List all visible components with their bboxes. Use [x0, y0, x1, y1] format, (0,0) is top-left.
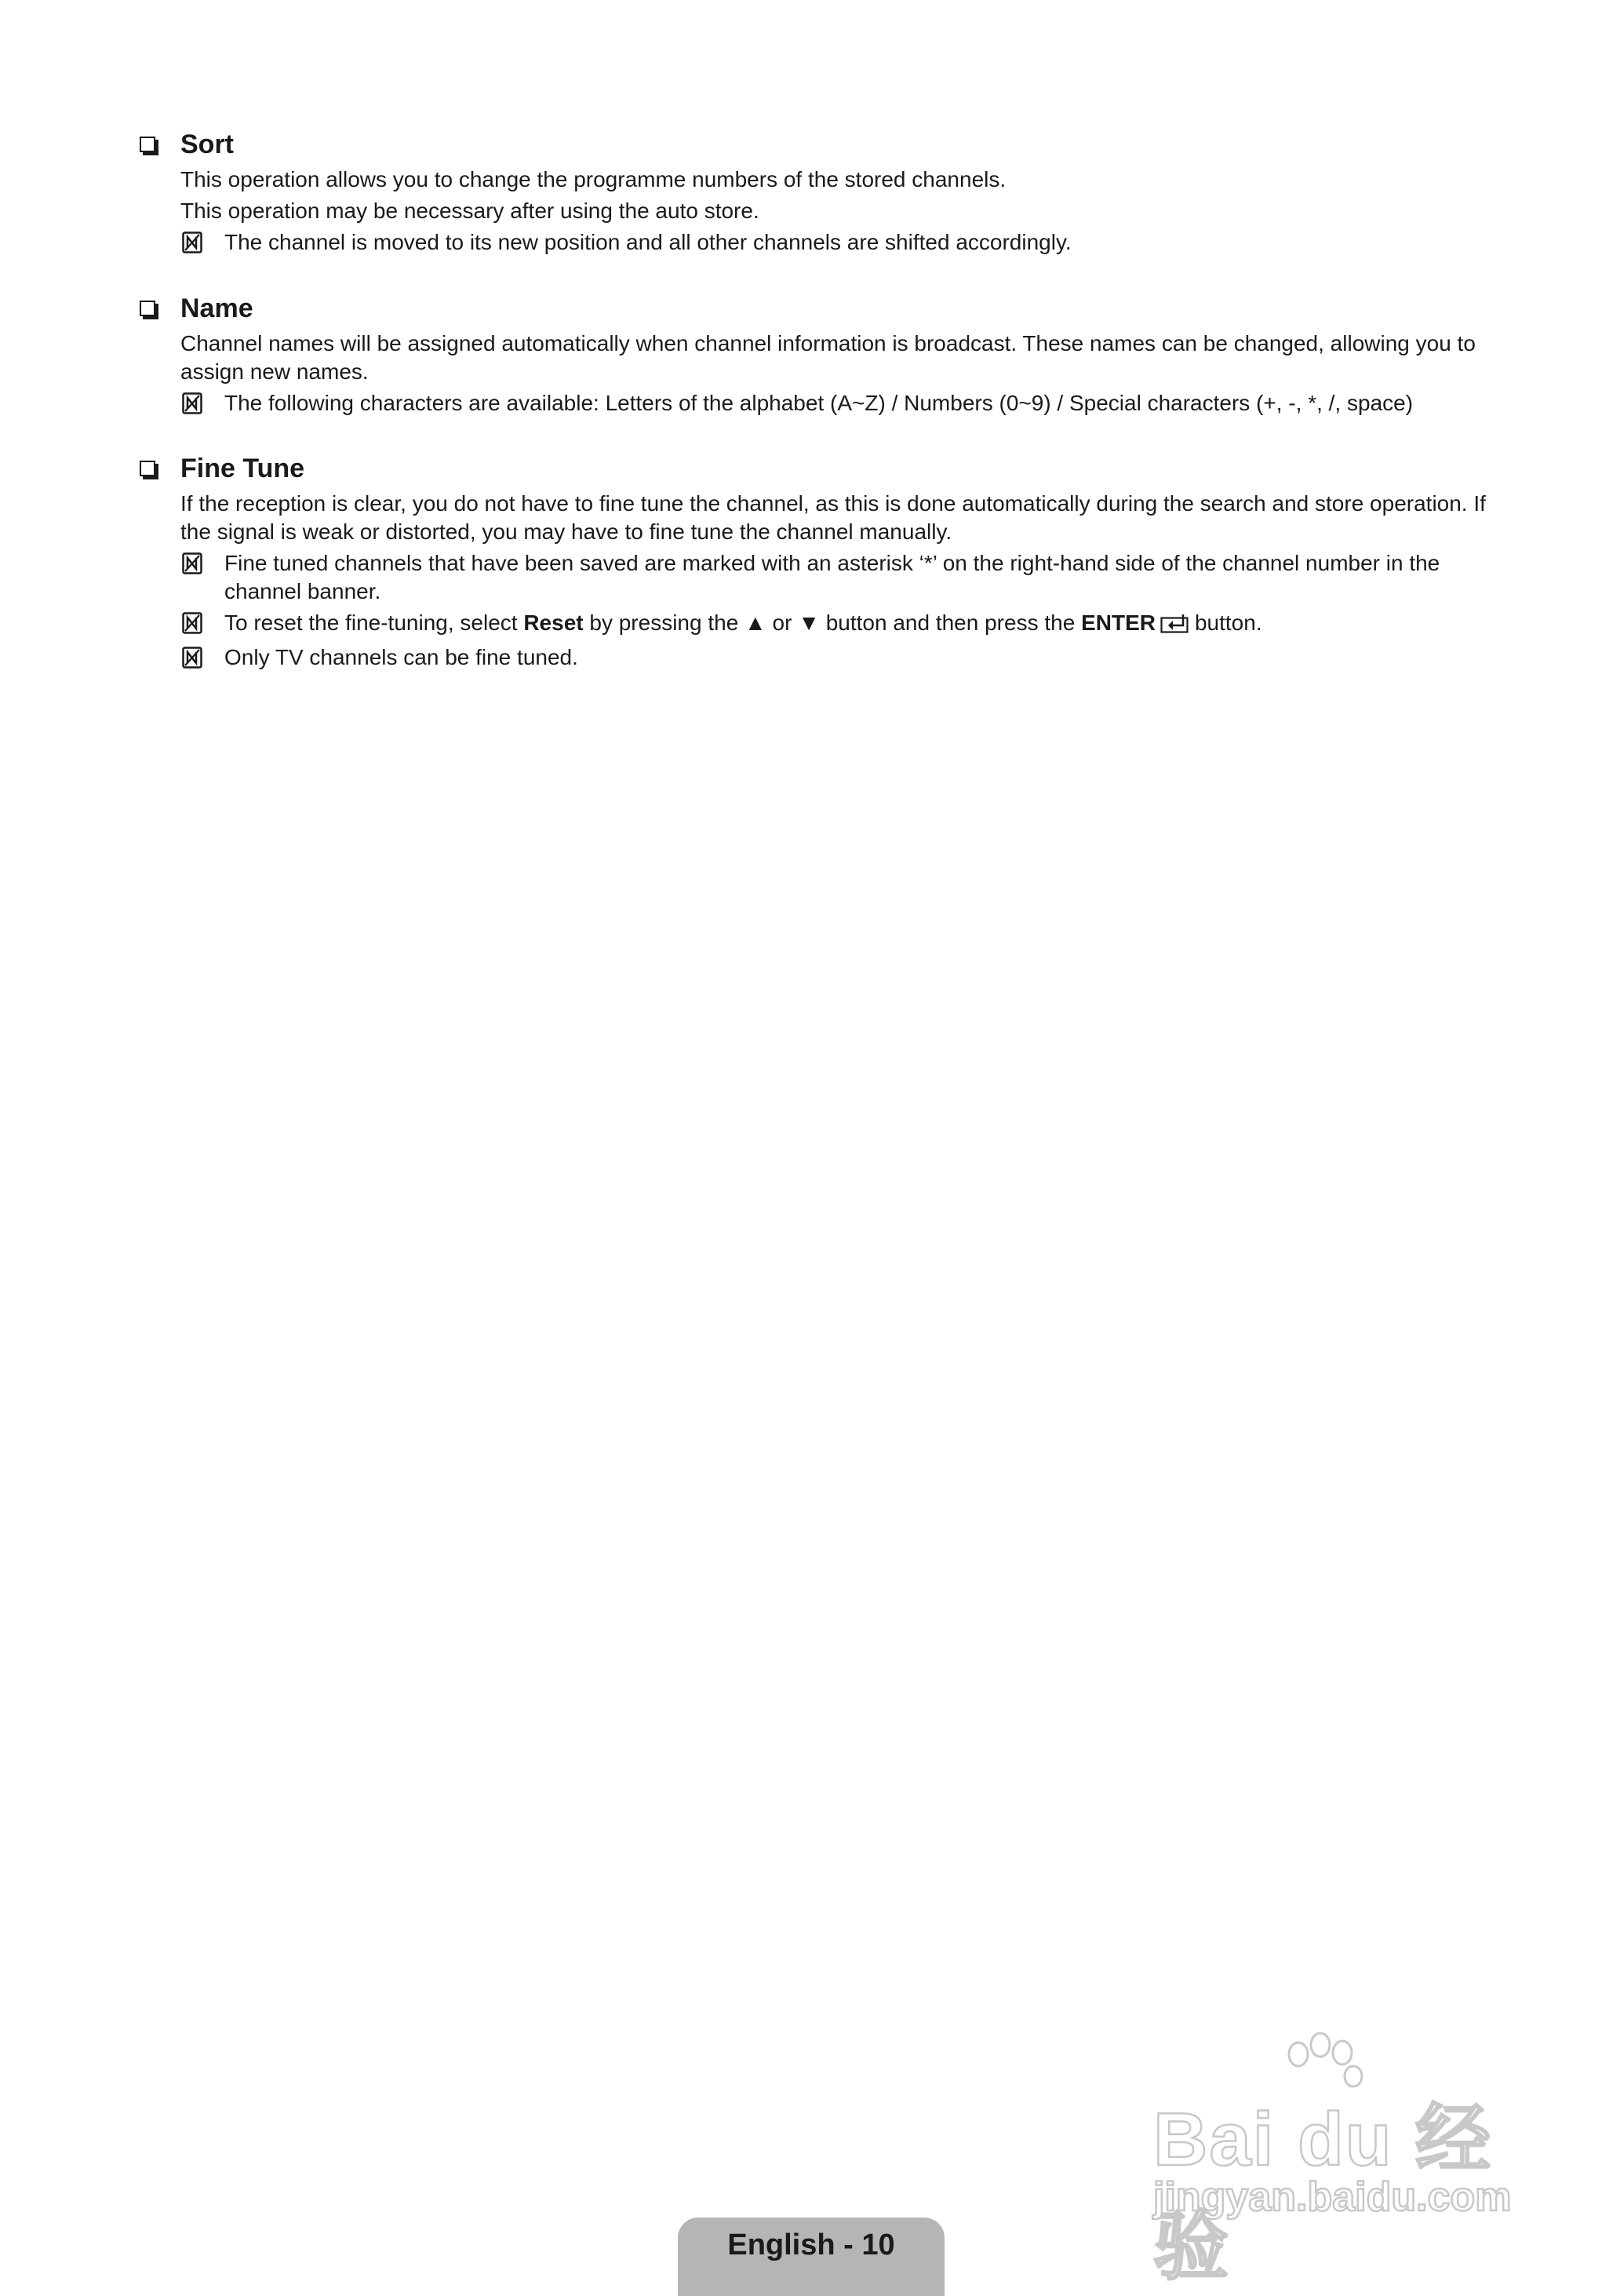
- section-heading: [135, 452, 1500, 485]
- section-heading: [135, 292, 1500, 325]
- section-title: Sort: [180, 129, 234, 159]
- reset-keyword: Reset: [523, 610, 584, 635]
- note-icon: [182, 231, 202, 253]
- section-name: [135, 292, 1500, 417]
- checkbox-bullet-icon: [140, 301, 155, 316]
- note-icon: [182, 612, 202, 634]
- paragraph: This operation may be necessary after using the auto store.: [180, 199, 759, 223]
- note-item: [180, 609, 1500, 640]
- note-icon: [182, 392, 202, 414]
- enter-keyword: ENTER: [1081, 610, 1156, 635]
- checkbox-bullet-icon: [140, 461, 155, 476]
- section-sort: [135, 128, 1500, 257]
- paragraph: If the reception is clear, you do not have to fine tune the channel, as this is done automatically during the search and store operation. If the signal is weak or distorted, you may have to fine tune the channel manually.: [180, 491, 1486, 544]
- section-fine-tune: [135, 452, 1500, 672]
- watermark-url: jingyan.baidu.com: [1153, 2174, 1512, 2220]
- note-text: The channel is moved to its new position and all other channels are shifted accordingly.: [224, 230, 1072, 254]
- note-text: The following characters are available: Letters of the alphabet (A~Z) / Numbers (0~9) / Special characters (+, -, *, /, space): [224, 391, 1414, 415]
- note-text: To reset the fine-tuning, select Reset by pressing the ▲ or ▼ button and then press the ENTER button.: [224, 610, 1262, 635]
- baidu-jingyan-watermark: [1145, 2032, 1538, 2289]
- note-text: Fine tuned channels that have been saved are marked with an asterisk ‘*’ on the right-hand side of the channel number in the channel banner.: [224, 551, 1440, 603]
- note-text: Only TV channels can be fine tuned.: [224, 645, 578, 669]
- note-item: [180, 228, 1500, 257]
- note-icon: [182, 552, 202, 574]
- checkbox-bullet-icon: [140, 137, 155, 152]
- paragraph: This operation allows you to change the programme numbers of the stored channels.: [180, 167, 1007, 191]
- page-number-label: English - 10: [727, 2229, 895, 2261]
- note-item: [180, 549, 1500, 606]
- note-icon: [182, 647, 202, 669]
- section-title: Fine Tune: [180, 454, 305, 483]
- section-title: Name: [180, 293, 253, 323]
- note-item: [180, 389, 1500, 417]
- note-item: [180, 643, 1500, 672]
- enter-key-icon: [1160, 612, 1190, 640]
- watermark-brand: Bai du 经验: [1153, 2097, 1493, 2289]
- page-number-tab: [678, 2218, 945, 2296]
- section-heading: [135, 128, 1500, 161]
- paragraph: Channel names will be assigned automatically when channel information is broadcast. These names can be changed, allowing you to assign new names.: [180, 331, 1476, 384]
